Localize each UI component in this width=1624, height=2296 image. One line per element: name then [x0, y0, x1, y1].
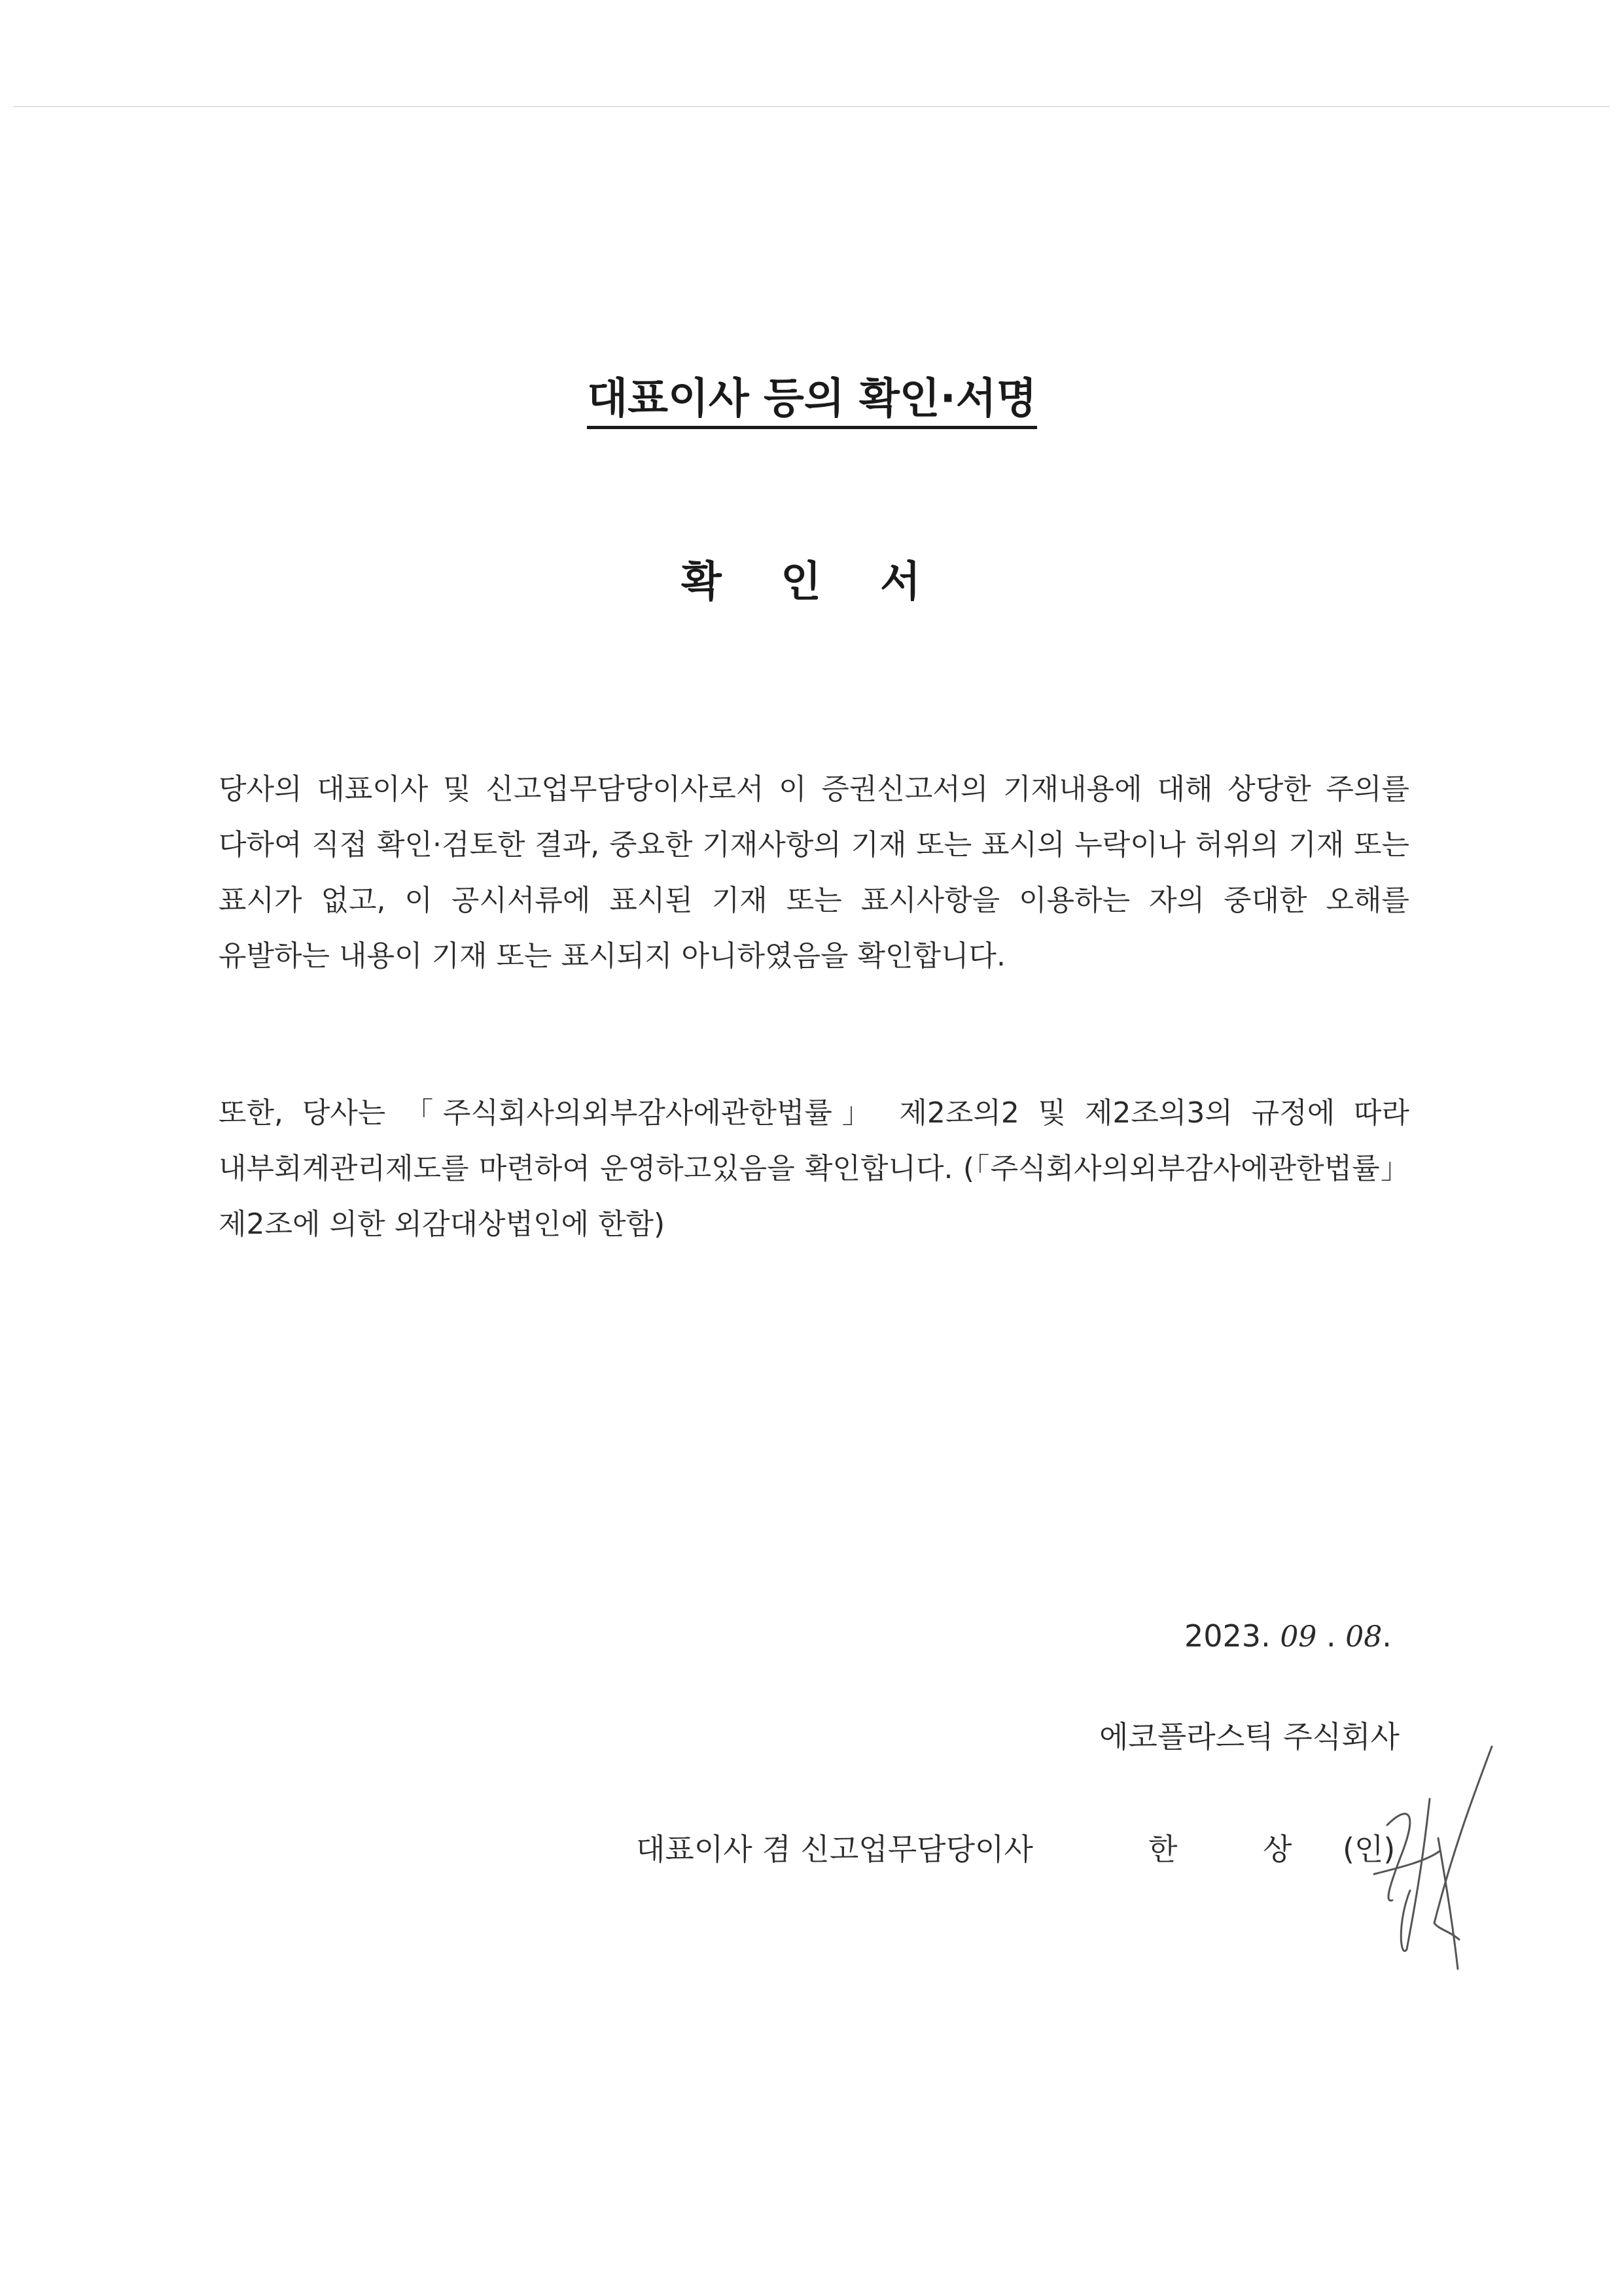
seal-mark: (인) — [1343, 1832, 1396, 1867]
date-separator: . — [1326, 1618, 1336, 1654]
signing-date — [1184, 1613, 1392, 1660]
signer-title: 대표이사 겸 신고업무담당이사 — [636, 1832, 1033, 1867]
signer-name: 한 상 — [1148, 1832, 1330, 1867]
document-heading-text: 대표이사 등의 확인·서명 — [587, 375, 1036, 429]
date-day: 08 — [1345, 1620, 1383, 1654]
document-subtitle: 확 인 서 — [680, 558, 944, 606]
confirmation-paragraph-2: 또한, 당사는 「주식회사의외부감사에관한법률」 제2조의2 및 제2조의3의 규정에 따라 내부회계관리제도를 마련하여 운영하고있음을 확인합니다. (「주식회사의외부감사에관한법률」 제2조에 의한 외감대상법인에 한함) — [219, 1096, 1409, 1241]
handwritten-signature-icon — [1361, 1727, 1518, 1975]
confirmation-paragraph-1: 당사의 대표이사 및 신고업무담당이사로서 이 증권신고서의 기재내용에 대해 상당한 주의를 다하여 직접 확인·검토한 결과, 중요한 기재사항의 기재 또는 표시의 누락이나 허위의 기재 또는 표시가 없고, 이 공시서류에 표시된 기재 또는 표시사항을 이용하는 자의 중대한 오해를 유발하는 내용이 기재 또는 표시되지 아니하였음을 확인합니다. — [219, 773, 1409, 973]
company-name: 에코플라스틱 주식회사 — [1099, 1719, 1400, 1754]
date-end: . — [1382, 1618, 1392, 1654]
date-year: 2023. — [1184, 1618, 1271, 1654]
top-rule — [13, 106, 1610, 107]
date-month: 09 — [1280, 1620, 1317, 1654]
document-heading — [0, 366, 1624, 432]
